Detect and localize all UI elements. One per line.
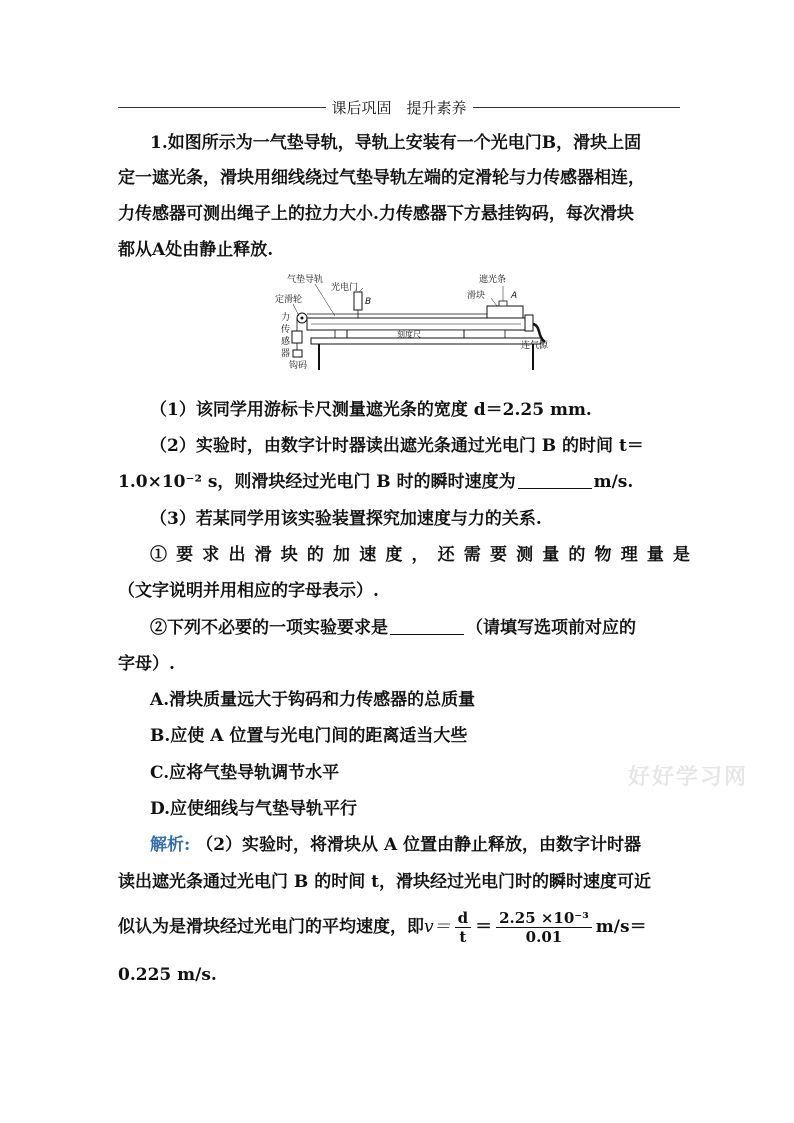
photogate: [354, 292, 362, 310]
part-3: （3）若某同学用该实验装置探究加速度与力的关系.: [150, 509, 542, 529]
label-force-sensor-1: 力: [281, 313, 291, 323]
part-2-line-2: [118, 471, 688, 493]
velocity-answer-blank[interactable]: [518, 472, 592, 489]
eq-equals: ＝: [475, 917, 493, 937]
label-air-track: 气垫导轨: [287, 275, 324, 285]
fraction-d: d: [455, 909, 472, 928]
hanging-weight: [293, 350, 302, 357]
fraction-denominator: 0.01: [525, 927, 563, 946]
label-air-source: 连气源: [521, 341, 549, 351]
label-weight: 钩码: [289, 361, 308, 371]
analysis-line-3: [118, 907, 688, 947]
force-sensor: [292, 331, 302, 343]
label-force-sensor-3: 感: [281, 337, 291, 347]
label-pulley: 定滑轮: [275, 295, 303, 305]
table: [311, 338, 541, 344]
label-force-sensor-2: 传: [281, 325, 291, 335]
label-shade: 遮光条: [479, 275, 507, 285]
option-answer-blank[interactable]: [390, 618, 464, 635]
label-ruler: 刻度尺: [397, 330, 421, 339]
part-3-sub-2-line-2: 字母）.: [118, 654, 175, 674]
label-gate-b: B: [365, 297, 372, 307]
question-intro-line-3: 力传感器可测出绳子上的拉力大小.力传感器下方悬挂钩码，每次滑块: [118, 204, 634, 224]
analysis-text-1: （2）实验时，将滑块从 A 位置由静止释放，由数字计时器: [196, 835, 642, 855]
part-3-sub-2-line-1: [150, 617, 690, 639]
part-1: （1）该同学用游标卡尺测量遮光条的宽度 d＝2.25 mm.: [150, 400, 592, 420]
question-intro-line-2: 定一遮光条，滑块用细线绕过气垫导轨左端的定滑轮与力传感器相连，: [118, 168, 645, 188]
analysis-result: 0.225 m/s.: [118, 965, 217, 985]
analysis-unit: m/s＝: [595, 917, 647, 937]
fraction-values: [496, 909, 592, 946]
fraction-t: t: [459, 927, 467, 946]
option-b: B.应使 A 位置与光电门间的距离适当大些: [150, 726, 468, 746]
eq-v: v＝: [424, 917, 451, 937]
analysis-line-2: 读出遮光条通过光电门 B 的时间 t，滑块经过光电门时的瞬时速度可近: [118, 872, 651, 892]
part-2-text: 1.0×10⁻² s，则滑块经过光电门 B 时的瞬时速度为: [118, 472, 516, 492]
apparatus-figure: [275, 272, 595, 372]
slider-block: [487, 306, 523, 318]
section-title: 课后巩固 提升素养: [331, 98, 467, 117]
label-photogate: 光电门: [331, 283, 359, 293]
analysis-label: 解析:: [150, 835, 191, 855]
analysis-text-3: 似认为是滑块经过光电门的平均速度，即: [118, 917, 424, 937]
watermark: 好好学习网: [628, 764, 749, 790]
header-rule-right: [473, 107, 681, 108]
question-intro-line-4: 都从A处由静止释放.: [118, 240, 274, 260]
section-header: [118, 96, 680, 118]
part-3-sub-2-text: ②下列不必要的一项实验要求是: [150, 618, 388, 638]
part-2-unit: m/s.: [593, 472, 634, 492]
part-2-line-1: （2）实验时，由数字计时器读出遮光条通过光电门 B 的时间 t＝: [150, 436, 644, 456]
option-a: A.滑块质量远大于钩码和力传感器的总质量: [150, 690, 476, 710]
label-slider: 滑块: [467, 291, 486, 301]
fraction-d-over-t: [455, 909, 472, 946]
label-pos-a: A: [511, 291, 518, 301]
label-force-sensor-4: 器: [281, 349, 291, 359]
part-3-sub-2-hint: （请填写选项前对应的: [466, 618, 636, 638]
option-c: C.应将气垫导轨调节水平: [150, 763, 340, 783]
analysis-line-1: [150, 834, 690, 856]
fraction-numerator: 2.25 ×10⁻³: [496, 909, 592, 928]
part-3-sub-1-line-2: （文字说明并用相应的字母表示）.: [118, 581, 379, 601]
header-rule-left: [118, 107, 326, 108]
part-3-sub-1-line-1: ①要求出滑块的加速度，还需要测量的物理量是: [150, 545, 690, 565]
option-d: D.应使细线与气垫导轨平行: [150, 799, 358, 819]
question-intro-line-1: 1.如图所示为一气垫导轨，导轨上安装有一个光电门B，滑块上固: [150, 133, 642, 153]
